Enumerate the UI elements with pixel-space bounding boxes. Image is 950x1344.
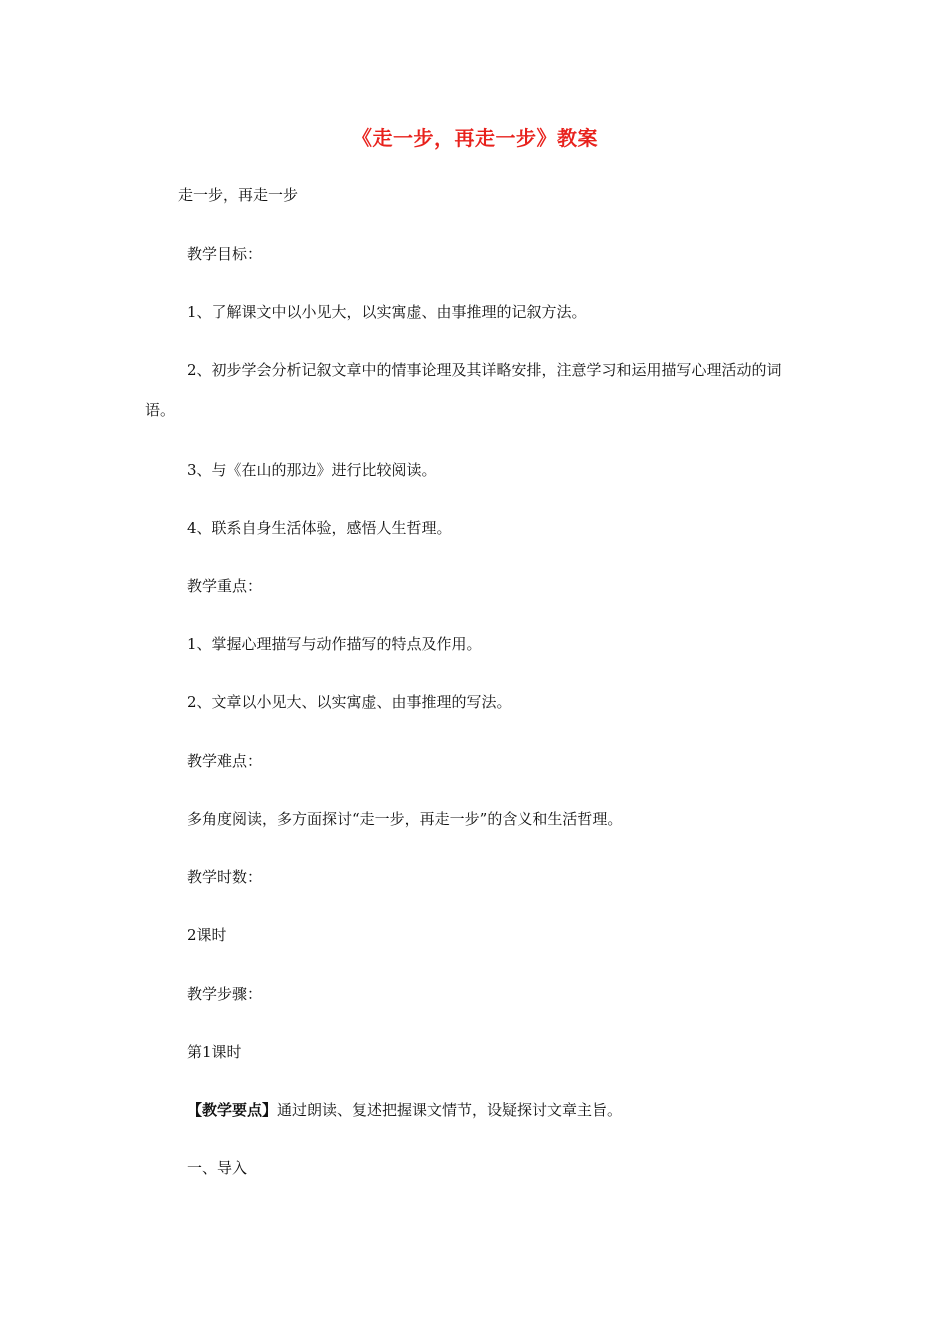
key-points-heading: 教学重点：	[187, 577, 263, 595]
document-title: 《走一步，再走一步》教案	[352, 126, 598, 150]
key-point-1: 1、掌握心理描写与动作描写的特点及作用。	[187, 635, 482, 653]
lesson-subtitle: 走一步，再走一步	[178, 186, 299, 204]
lesson-1-points-text: 通过朗读、复述把握课文情节，设疑探讨文章主旨。	[277, 1101, 623, 1119]
goal-item-1: 1、了解课文中以小见大，以实寓虚、由事推理的记叙方法。	[187, 303, 587, 321]
difficulty-text: 多角度阅读，多方面探讨“走一步，再走一步”的含义和生活哲理。	[187, 810, 623, 828]
hours-heading: 教学时数：	[187, 868, 263, 886]
difficulty-heading: 教学难点：	[187, 752, 263, 770]
lesson-1-points-label: 【教学要点】	[187, 1101, 278, 1119]
key-point-2: 2、文章以小见大、以实寓虚、由事推理的写法。	[187, 693, 512, 711]
steps-heading: 教学步骤：	[187, 985, 263, 1003]
goals-heading: 教学目标：	[187, 245, 263, 263]
hours-value: 2课时	[187, 926, 227, 944]
section-1-heading: 一、导入	[187, 1159, 248, 1177]
goal-item-2: 2、初步学会分析记叙文章中的情事论理及其详略安排，注意学习和运用描写心理活动的词语。	[145, 361, 782, 419]
lesson-1-points	[187, 1100, 622, 1120]
lesson-1-heading: 第1课时	[187, 1043, 242, 1061]
goal-item-4: 4、联系自身生活体验，感悟人生哲理。	[187, 519, 452, 537]
goal-item-3: 3、与《在山的那边》进行比较阅读。	[187, 461, 437, 479]
